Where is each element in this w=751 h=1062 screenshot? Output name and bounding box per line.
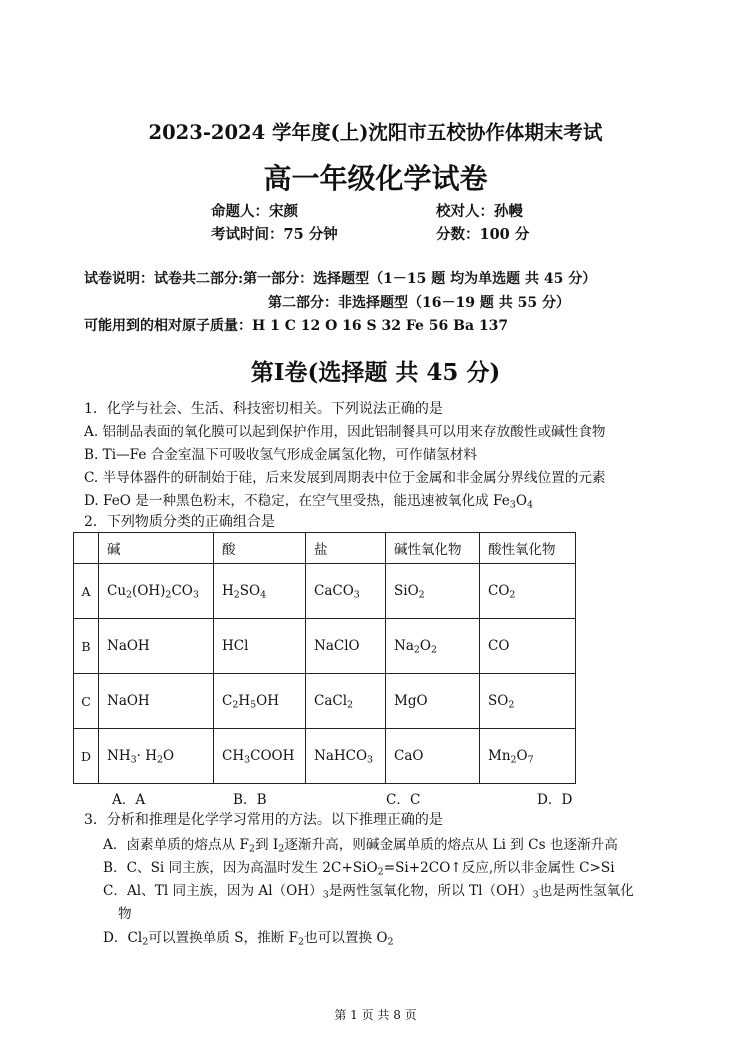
q3-stem: 3．分析和推理是化学学习常用的方法。以下推理正确的是	[84, 812, 443, 828]
q3-option-b: B．C、Si 同主族，因为高温时发生 2C+SiO$_2$=Si+2CO↑反应,所以非金属性 C>Si	[103, 860, 615, 878]
table-row	[74, 674, 576, 729]
table-cell: CaCl$_2$	[306, 674, 386, 729]
table-cell: $Cu_2(OH)_2CO_3$	[99, 564, 214, 619]
q3-option-d: D．$Cl_2$可以置换单质 S，推断 $F_2$也可以置换 $O_2$	[103, 930, 394, 948]
table-cell: $CO_2$	[480, 564, 576, 619]
q1-stem: 1．化学与社会、生活、科技密切相关。下列说法正确的是	[84, 401, 443, 417]
exam-score: 分数：100 分	[436, 226, 530, 243]
exam-time: 考试时间：75 分钟	[211, 226, 338, 243]
table-header-cell: 酸	[214, 533, 306, 564]
table-cell: NaClO	[306, 619, 386, 674]
atomic-masses: 可能用到的相对原子质量：H 1 C 12 O 16 S 32 Fe 56 Ba 137	[84, 318, 509, 334]
section-title: 第Ⅰ卷(选择题 共 45 分)	[250, 359, 501, 386]
table-cell: $NH_3\cdot H_2O$	[99, 729, 214, 784]
table-cell: CaO	[386, 729, 480, 784]
table-cell: SiO$_2$	[386, 564, 480, 619]
q1-option-c: C. 半导体器件的研制始于硅，后来发展到周期表中位于金属和非金属分界线位置的元素	[84, 470, 606, 486]
table-cell: CaCO$_3$	[306, 564, 386, 619]
q3-option-c-continued: 物	[118, 906, 132, 922]
q3-option-c: C．Al、Tl 同主族，因为 $Al(OH)_3$是两性氢氧化物，所以 $Tl(OH)_3$也是两性氢氧化	[103, 883, 634, 901]
q1-option-d: D. FeO 是一种黑色粉末，不稳定，在空气里受热，能迅速被氧化成 $Fe_3O_4$	[84, 493, 534, 511]
q1-option-a: A. 铝制品表面的氧化膜可以起到保护作用，因此铝制餐具可以用来存放酸性或碱性食物	[84, 424, 606, 440]
subject-title: 高一年级化学试卷	[263, 162, 488, 195]
table-cell: $C_2H_5OH$	[214, 674, 306, 729]
table-header-cell: 酸性氧化物	[480, 533, 576, 564]
table-header-cell: 碱性氧化物	[386, 533, 480, 564]
instructions-line-1: 试卷说明：试卷共二部分:第一部分：选择题型（1－15 题 均为单选题 共 45 分）	[84, 271, 597, 287]
table-cell: $CH_3COOH$	[214, 729, 306, 784]
table-row	[74, 564, 576, 619]
table-header-cell	[74, 533, 99, 564]
row-label: B	[74, 619, 99, 674]
instructions-line-2: 第二部分：非选择题型（16－19 题 共 55 分）	[268, 295, 570, 311]
row-label: A	[74, 564, 99, 619]
q2-choice-c: C．C	[386, 792, 421, 808]
table-header-row	[74, 533, 576, 564]
table-cell: NaHCO$_3$	[306, 729, 386, 784]
row-label: D	[74, 729, 99, 784]
page-footer: 第 1 页 共 8 页	[334, 1008, 417, 1022]
table-cell: $SO_2$	[480, 674, 576, 729]
table-header-cell: 碱	[99, 533, 214, 564]
q3-option-a: A．卤素单质的熔点从 $F_2$到 $I_2$逐渐升高，则碱金属单质的熔点从 Li 到 Cs 也逐渐升高	[103, 837, 618, 855]
table-row	[74, 619, 576, 674]
table-cell: $Mn_2O_7$	[480, 729, 576, 784]
q2-stem: 2．下列物质分类的正确组合是	[84, 514, 275, 530]
table-cell: $H_2SO_4$	[214, 564, 306, 619]
row-label: C	[74, 674, 99, 729]
table-cell: $Na_2O_2$	[386, 619, 480, 674]
table-cell: HCl	[214, 619, 306, 674]
q2-choice-d: D．D	[537, 792, 573, 808]
q2-choice-b: B．B	[233, 792, 267, 808]
q2-choice-a: A．A	[112, 792, 146, 808]
table-cell: MgO	[386, 674, 480, 729]
checker-label: 校对人：孙幔	[436, 203, 523, 220]
table-cell: NaOH	[99, 674, 214, 729]
q1-option-b: B. Ti—Fe 合金室温下可吸收氢气形成金属氢化物，可作储氢材料	[84, 447, 477, 463]
table-header-cell: 盐	[306, 533, 386, 564]
table-row	[74, 729, 576, 784]
table-cell: NaOH	[99, 619, 214, 674]
table-cell: CO	[480, 619, 576, 674]
setter-label: 命题人：宋颜	[211, 203, 298, 220]
classification-table	[73, 532, 576, 784]
exam-title: 2023-2024 学年度(上)沈阳市五校协作体期末考试	[148, 121, 603, 144]
